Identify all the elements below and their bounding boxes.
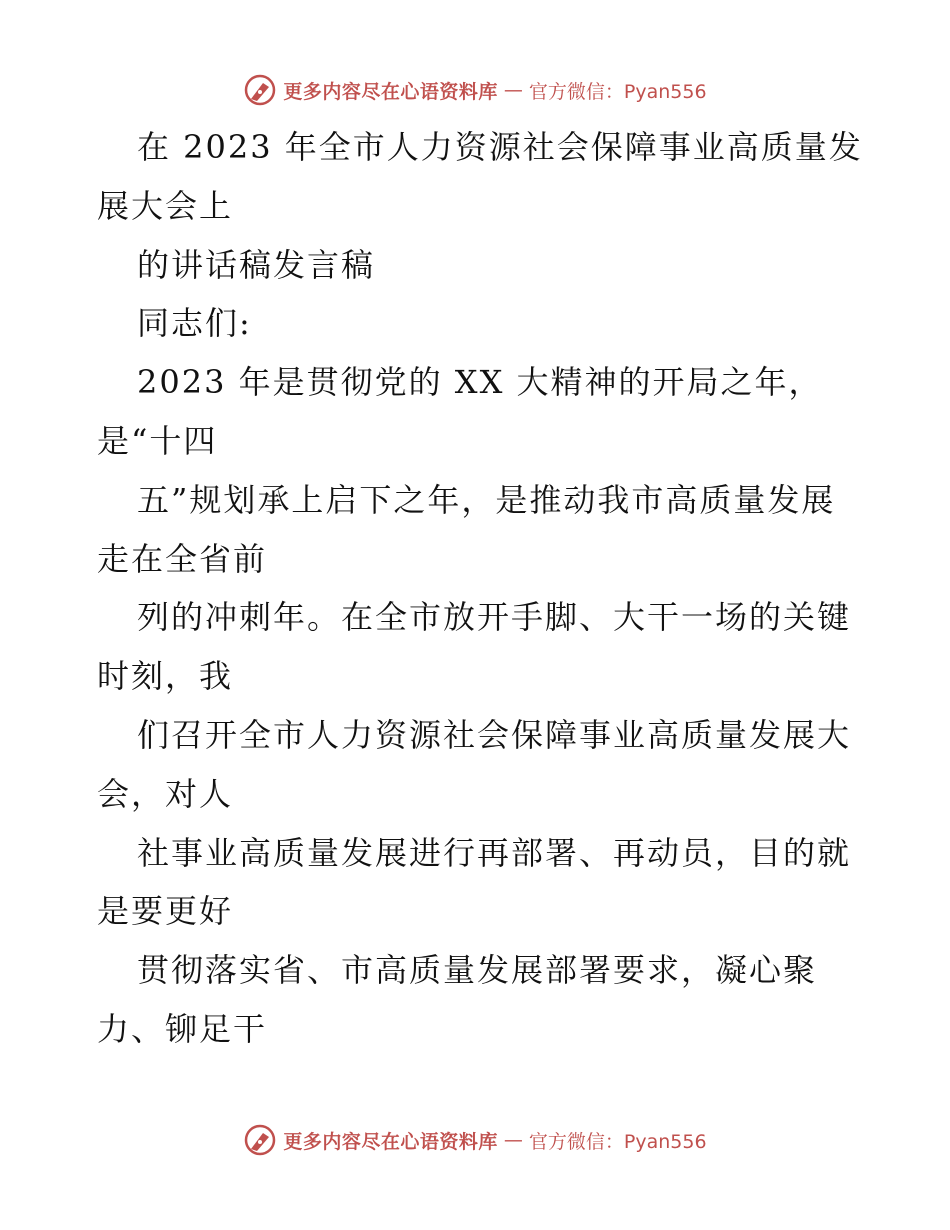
- text-line: 列的冲刺年。在全市放开手脚、大干一场的关键: [137, 598, 852, 637]
- banner-wechat: 官方微信：Pyan556: [528, 80, 707, 103]
- text-line: 会，对人: [97, 774, 234, 813]
- banner-slogan: 更多内容尽在心语资料库: [283, 80, 498, 103]
- text-line: 走在全省前: [97, 539, 268, 578]
- text-line: 力、铆足干: [97, 1009, 268, 1048]
- pen-nib-logo-icon: [243, 73, 277, 107]
- text-line: 2023 年是贯彻党的 XX 大精神的开局之年，: [137, 363, 823, 402]
- text-line: 们召开全市人力资源社会保障事业高质量发展大: [137, 715, 852, 754]
- text-line: 的讲话稿发言稿: [137, 245, 376, 284]
- text-line: 贯彻落实省、市高质量发展部署要求，凝心聚: [137, 951, 818, 990]
- banner-slogan: 更多内容尽在心语资料库: [283, 1130, 498, 1153]
- banner-separator: —: [503, 79, 523, 101]
- text-line: 五”规划承上启下之年，是推动我市高质量发展: [137, 480, 836, 519]
- document-body: [97, 118, 863, 1059]
- text-line: 同志们:: [137, 304, 252, 343]
- text-line: 社事业高质量发展进行再部署、再动员，目的就: [137, 833, 852, 872]
- header-banner: [0, 70, 950, 110]
- pen-nib-logo-icon: [243, 1123, 277, 1157]
- banner-wechat: 官方微信：Pyan556: [528, 1130, 707, 1153]
- text-line: 展大会上: [97, 186, 234, 225]
- banner-separator: —: [503, 1129, 523, 1151]
- text-line: 是要更好: [97, 892, 234, 931]
- text-line: 在 2023 年全市人力资源社会保障事业高质量发: [137, 128, 863, 166]
- text-line: 是“十四: [97, 421, 218, 460]
- footer-banner: [0, 1120, 950, 1160]
- text-line: 时刻，我: [97, 657, 234, 696]
